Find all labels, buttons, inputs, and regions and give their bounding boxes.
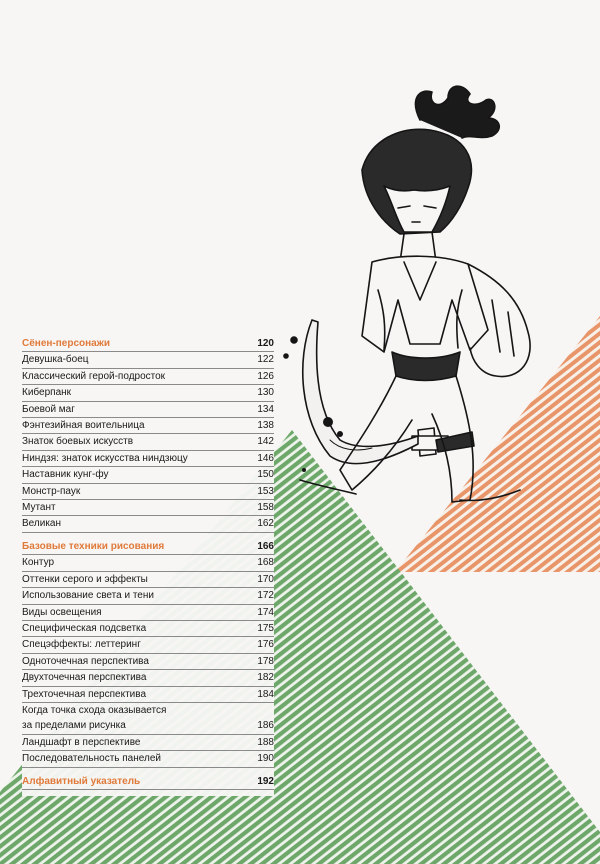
- toc-entry-page: 162: [257, 518, 274, 530]
- toc-entry[interactable]: [22, 670, 274, 686]
- toc-entry-title: Девушка-боец: [22, 354, 89, 366]
- toc-entry-page: 158: [257, 502, 274, 514]
- toc-entry-page: 184: [257, 688, 274, 700]
- toc-entry[interactable]: [22, 516, 274, 532]
- toc-entry-page: 190: [257, 753, 274, 765]
- toc-section-heading[interactable]: [22, 774, 274, 790]
- toc-entry-title: Знаток боевых искусств: [22, 436, 134, 448]
- toc-entry-page: 122: [257, 354, 274, 366]
- toc-entry[interactable]: [22, 402, 274, 418]
- toc-entry[interactable]: [22, 735, 274, 751]
- toc-entry-title: Ландшафт в перспективе: [22, 736, 141, 748]
- toc-entry-title: Одноточечная перспектива: [22, 655, 149, 667]
- toc-section-title: Базовые техники рисования: [22, 540, 165, 552]
- toc-section-heading[interactable]: [22, 539, 274, 555]
- table-of-contents: [22, 336, 274, 796]
- toc-entry-page: 168: [257, 557, 274, 569]
- toc-entry-title: Специфическая подсветка: [22, 622, 147, 634]
- toc-entry-title: Оттенки серого и эффекты: [22, 573, 148, 585]
- toc-entry[interactable]: [22, 555, 274, 571]
- toc-entry-title: Ниндзя: знаток искусства ниндзюцу: [22, 452, 188, 464]
- toc-entry-page: 175: [257, 622, 274, 634]
- toc-entry[interactable]: [22, 451, 274, 467]
- samurai-illustration: [284, 86, 530, 502]
- toc-entry-page: 176: [257, 639, 274, 651]
- toc-entry-page: 186: [257, 720, 274, 732]
- toc-entry-title: Когда точка схода оказывается за пределами рисунка: [22, 704, 167, 732]
- toc-entry-page: 174: [257, 606, 274, 618]
- toc-section-shonen: [22, 336, 274, 533]
- toc-entry[interactable]: [22, 352, 274, 368]
- toc-section-title: Алфавитный указатель: [22, 775, 141, 787]
- toc-entry[interactable]: [22, 605, 274, 621]
- toc-section-title: Сёнен-персонажи: [22, 338, 110, 349]
- toc-section-index: [22, 774, 274, 790]
- toc-entry-page: 178: [257, 655, 274, 667]
- toc-entry-page: 134: [257, 403, 274, 415]
- toc-section-basic-techniques: [22, 539, 274, 768]
- toc-entry-page: 142: [257, 436, 274, 448]
- toc-entry-title: Классический герой-подросток: [22, 370, 166, 382]
- toc-entry[interactable]: [22, 484, 274, 500]
- toc-entry[interactable]: [22, 687, 274, 703]
- toc-entry-title: Контур: [22, 557, 55, 569]
- toc-entry-title: Мутант: [22, 502, 56, 514]
- toc-entry[interactable]: [22, 637, 274, 653]
- toc-entry-page: 138: [257, 420, 274, 432]
- toc-entry-page: 126: [257, 370, 274, 382]
- toc-entry[interactable]: [22, 751, 274, 767]
- toc-entry-title: Использование света и тени: [22, 590, 154, 602]
- toc-entry[interactable]: [22, 703, 274, 735]
- toc-entry-title: Спецэффекты: леттеринг: [22, 639, 141, 651]
- toc-entry[interactable]: [22, 418, 274, 434]
- toc-entry-title: Боевой маг: [22, 403, 75, 415]
- toc-entry-page: 170: [257, 573, 274, 585]
- toc-entry-page: 182: [257, 672, 274, 684]
- toc-entry[interactable]: [22, 369, 274, 385]
- toc-entry-page: 188: [257, 736, 274, 748]
- toc-entry-title: Киберпанк: [22, 387, 72, 399]
- toc-entry-title: Двухточечная перспектива: [22, 672, 147, 684]
- toc-entry[interactable]: [22, 467, 274, 483]
- toc-entry-title: Монстр-паук: [22, 485, 81, 497]
- toc-entry[interactable]: [22, 621, 274, 637]
- toc-entry-title: Фэнтезийная воительница: [22, 420, 145, 432]
- toc-entry[interactable]: [22, 588, 274, 604]
- toc-entry-page: 153: [257, 485, 274, 497]
- toc-entry-page: 150: [257, 469, 274, 481]
- toc-entry-title: Виды освещения: [22, 606, 102, 618]
- toc-entry-title: Трехточечная перспектива: [22, 688, 147, 700]
- toc-entry[interactable]: [22, 572, 274, 588]
- toc-entry[interactable]: [22, 434, 274, 450]
- toc-entry[interactable]: [22, 654, 274, 670]
- toc-entry-page: 172: [257, 590, 274, 602]
- toc-entry-title: Великан: [22, 518, 61, 530]
- toc-entry-title: Последовательность панелей: [22, 753, 161, 765]
- toc-entry[interactable]: [22, 385, 274, 401]
- toc-section-page: 166: [257, 540, 274, 552]
- toc-section-heading[interactable]: [22, 336, 274, 352]
- toc-section-page: 120: [257, 338, 274, 349]
- toc-entry[interactable]: [22, 500, 274, 516]
- toc-entry-title: Наставник кунг-фу: [22, 469, 109, 481]
- toc-section-page: 192: [257, 775, 274, 787]
- toc-entry-page: 130: [257, 387, 274, 399]
- toc-entry-page: 146: [257, 452, 274, 464]
